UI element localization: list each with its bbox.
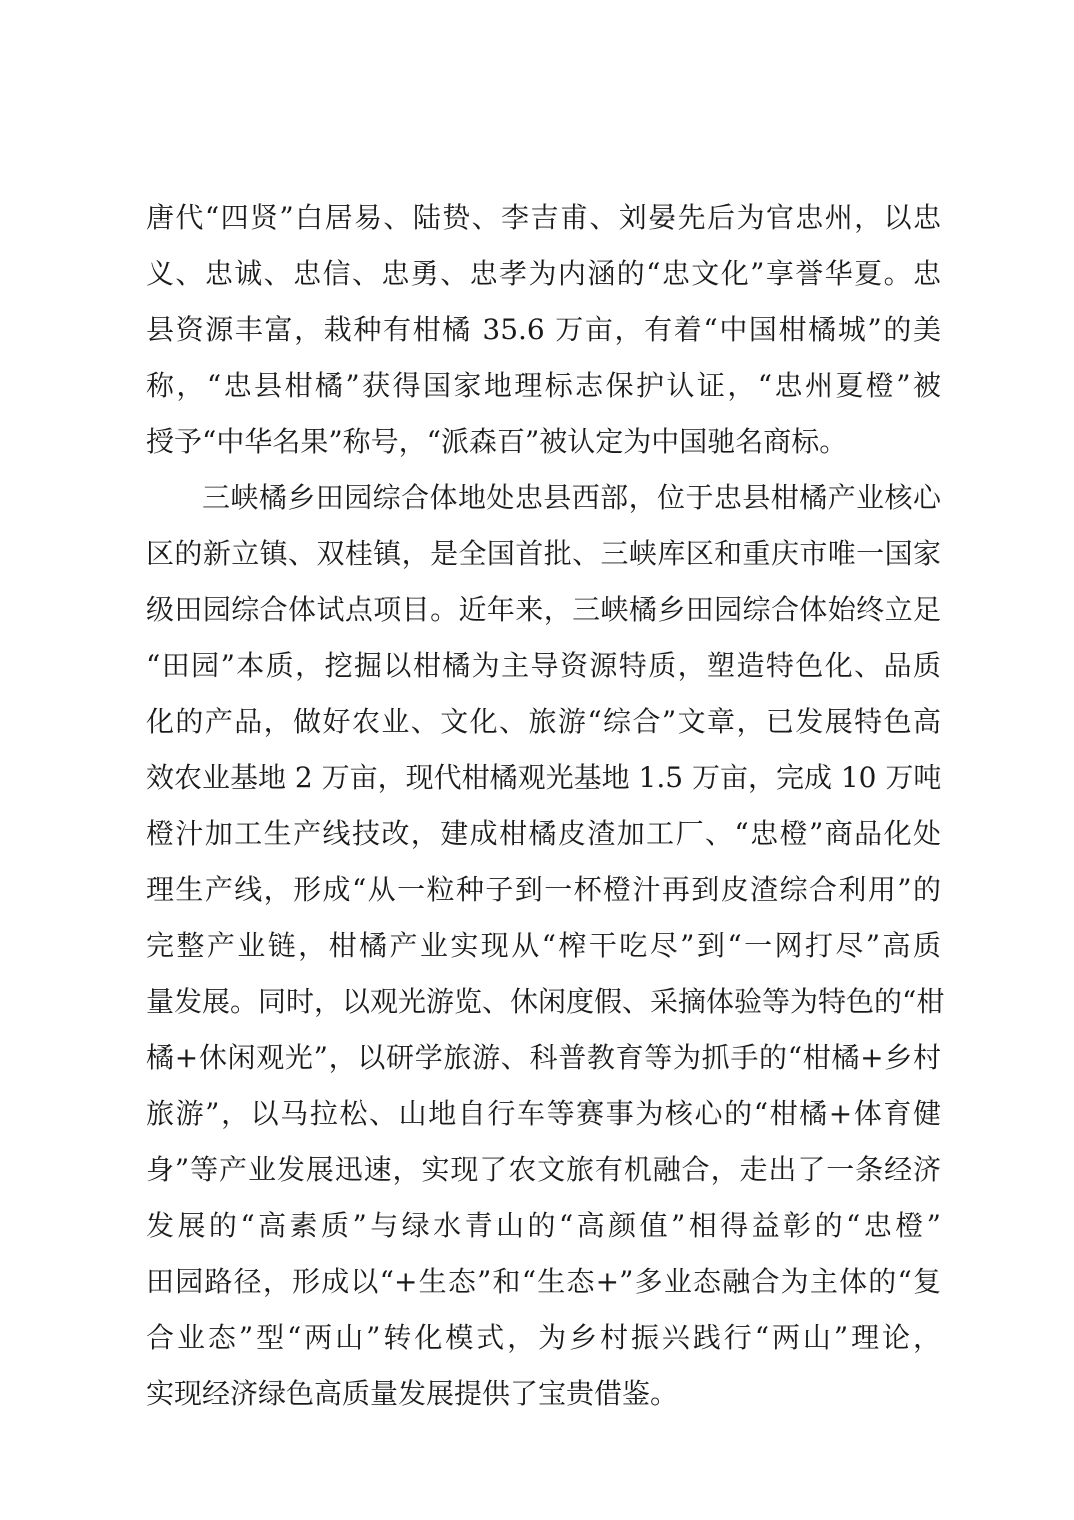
text-line: 完整产业链，柑橘产业实现从“榨干吃尽”到“一网打尽”高质 (146, 929, 941, 962)
text-line: 化的产品，做好农业、文化、旅游“综合”文章，已发展特色高 (146, 705, 941, 738)
paragraph-1 (146, 190, 941, 470)
text-line: 理生产线，形成“从一粒种子到一杯橙汁再到皮渣综合利用”的 (146, 873, 941, 906)
text-line: 实现经济绿色高质量发展提供了宝贵借鉴。 (146, 1377, 679, 1410)
text-line: 量发展。同时，以观光游览、休闲度假、采摘体验等为特色的“柑 (146, 985, 945, 1018)
text-line: 三峡橘乡田园综合体地处忠县西部，位于忠县柑橘产业核心 (202, 481, 941, 514)
text-line: 合业态”型“两山”转化模式，为乡村振兴践行“两山”理论， (146, 1321, 941, 1354)
text-line: 级田园综合体试点项目。近年来，三峡橘乡田园综合体始终立足 (146, 593, 941, 626)
text-line: 旅游”，以马拉松、山地自行车等赛事为核心的“柑橘+体育健 (146, 1097, 941, 1130)
text-line: 发展的“高素质”与绿水青山的“高颜值”相得益彰的“忠橙” (146, 1209, 941, 1242)
text-line: 授予“中华名果”称号，“派森百”被认定为中国驰名商标。 (146, 425, 848, 458)
text-line: 区的新立镇、双桂镇，是全国首批、三峡库区和重庆市唯一国家 (146, 537, 941, 570)
body-text (146, 190, 945, 1422)
text-line: 县资源丰富，栽种有柑橘 35.6 万亩，有着“中国柑橘城”的美 (146, 313, 941, 346)
text-line: 田园路径，形成以“+生态”和“生态+”多业态融合为主体的“复 (146, 1265, 941, 1298)
text-line: 橘+休闲观光”，以研学旅游、科普教育等为抓手的“柑橘+乡村 (146, 1041, 941, 1074)
text-line: 唐代“四贤”白居易、陆贽、李吉甫、刘晏先后为官忠州，以忠 (146, 201, 941, 234)
paragraph-2 (146, 470, 945, 1422)
text-line: 橙汁加工生产线技改，建成柑橘皮渣加工厂、“忠橙”商品化处 (146, 817, 941, 850)
text-line: 称，“忠县柑橘”获得国家地理标志保护认证，“忠州夏橙”被 (146, 369, 941, 402)
text-line: “田园”本质，挖掘以柑橘为主导资源特质，塑造特色化、品质 (146, 649, 941, 682)
text-line: 身”等产业发展迅速，实现了农文旅有机融合，走出了一条经济 (146, 1153, 941, 1186)
text-line: 效农业基地 2 万亩，现代柑橘观光基地 1.5 万亩，完成 10 万吨 (146, 761, 942, 794)
text-line: 义、忠诚、忠信、忠勇、忠孝为内涵的“忠文化”享誉华夏。忠 (146, 257, 941, 290)
